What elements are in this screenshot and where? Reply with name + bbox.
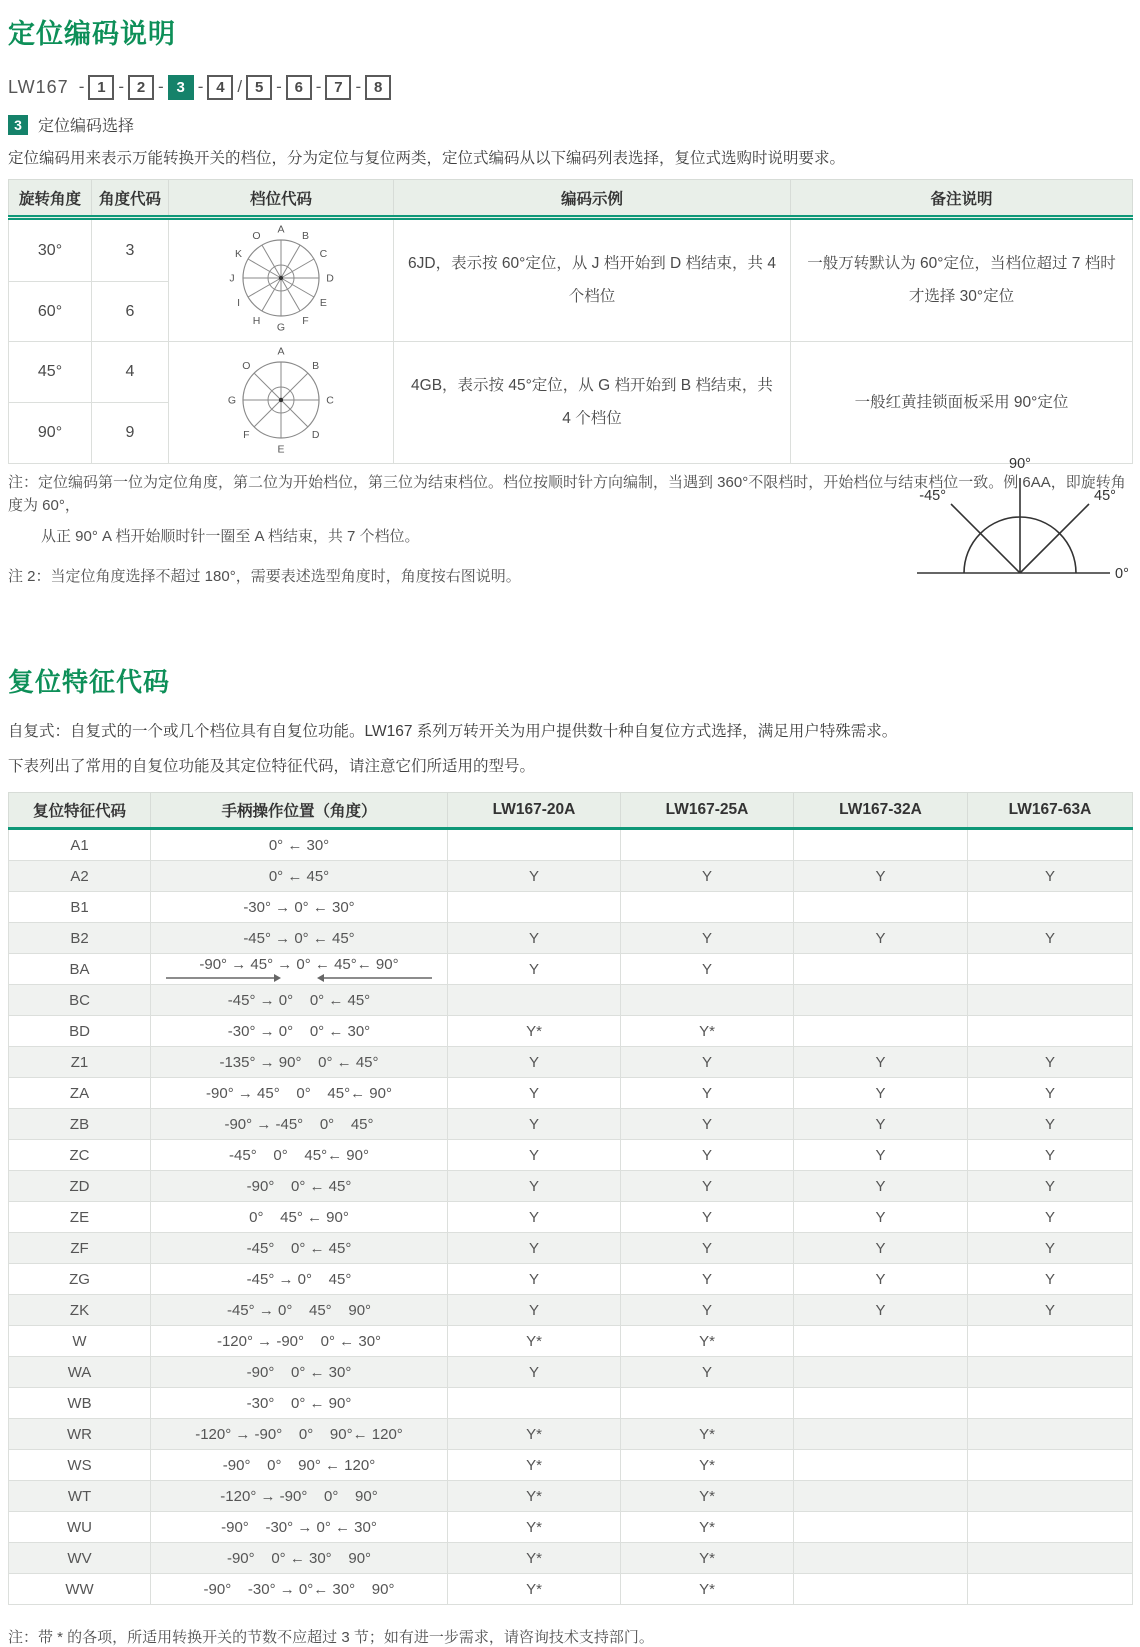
model-support-cell: Y <box>968 861 1133 892</box>
reset-code-cell: BC <box>9 985 151 1016</box>
model-code-boxes <box>75 75 391 100</box>
positioning-table-row <box>9 218 1133 281</box>
handle-position-text: -30° → 0° 0° ← 30° <box>227 1022 371 1040</box>
reset-table-row-ZD <box>9 1171 1133 1202</box>
svg-text:J: J <box>229 272 235 285</box>
reset-code-cell: A1 <box>9 829 151 861</box>
reset-table-row-B1 <box>9 892 1133 923</box>
reset-code-cell: BD <box>9 1016 151 1047</box>
handle-position-text: -45° → 0° 45° 90° <box>226 1301 372 1319</box>
reset-table-row-A2 <box>9 861 1133 892</box>
handle-position-cell <box>151 1295 448 1326</box>
model-support-cell: Y <box>968 1109 1133 1140</box>
model-code-prefix: LW167 <box>8 77 69 97</box>
model-support-cell <box>968 1574 1133 1605</box>
model-support-cell: Y* <box>448 1543 621 1574</box>
reset-code-cell: WT <box>9 1481 151 1512</box>
svg-text:K: K <box>235 248 243 261</box>
svg-text:E: E <box>277 443 285 456</box>
svg-text:O: O <box>252 230 261 243</box>
handle-position-cell <box>151 1202 448 1233</box>
reset-table-row-ZK <box>9 1295 1133 1326</box>
handle-position-text: -135° → 90° 0° ← 45° <box>219 1053 379 1071</box>
model-support-cell <box>968 1357 1133 1388</box>
reset-table-row-BD <box>9 1016 1133 1047</box>
model-support-cell: Y <box>968 1078 1133 1109</box>
model-support-cell <box>968 1481 1133 1512</box>
positioning-table-row <box>9 342 1133 403</box>
model-support-cell <box>794 1450 968 1481</box>
positioning-header-cell: 角度代码 <box>92 180 169 218</box>
handle-position-text: -90° -30° → 0°← 30° 90° <box>203 1580 395 1598</box>
model-support-cell: Y* <box>448 1016 621 1047</box>
model-support-cell: Y* <box>448 1481 621 1512</box>
reset-table-row-W <box>9 1326 1133 1357</box>
reset-code-cell: ZF <box>9 1233 151 1264</box>
model-support-cell: Y <box>968 1233 1133 1264</box>
reset-header-cell: LW167-32A <box>794 793 968 829</box>
handle-position-text: -90° 0° 90° ← 120° <box>222 1456 376 1474</box>
model-support-cell: Y <box>621 1078 794 1109</box>
remark-cell: 一般万转默认为 60°定位，当档位超过 7 档时才选择 30°定位 <box>791 218 1133 342</box>
reset-table-row-WT <box>9 1481 1133 1512</box>
handle-position-cell <box>151 1140 448 1171</box>
page-title: 定位编码说明 <box>8 19 176 49</box>
reset-table-row-BC <box>9 985 1133 1016</box>
svg-text:A: A <box>277 345 285 358</box>
reset-table-row-A1 <box>9 829 1133 861</box>
handle-position-cell <box>151 1450 448 1481</box>
model-support-cell <box>621 829 794 861</box>
reset-code-cell: W <box>9 1326 151 1357</box>
reset-code-cell: WR <box>9 1419 151 1450</box>
reset-header-cell: LW167-20A <box>448 793 621 829</box>
reset-code-cell: WU <box>9 1512 151 1543</box>
model-support-cell <box>968 829 1133 861</box>
handle-position-cell <box>151 1481 448 1512</box>
handle-position-text: -90° → -45° 0° 45° <box>224 1115 374 1133</box>
angle-code-cell: 3 <box>92 218 169 281</box>
reset-code-cell: WV <box>9 1543 151 1574</box>
model-support-cell: Y <box>621 1047 794 1078</box>
handle-position-text: -90° -30° → 0° ← 30° <box>221 1518 377 1536</box>
handle-position-cell <box>151 1388 448 1419</box>
reset-code-cell: B2 <box>9 923 151 954</box>
model-code-box-4: 4 <box>207 75 233 100</box>
angle-code-cell: 4 <box>92 342 169 403</box>
model-support-cell <box>968 954 1133 985</box>
reset-intro-1: 自复式：自复式的一个或几个档位具有自复位功能。LW167 系列万转开关为用户提供数十种自复位方式选择，满足用户特殊需求。 <box>8 723 898 741</box>
reset-code-cell: ZE <box>9 1202 151 1233</box>
model-support-cell: Y <box>968 923 1133 954</box>
reset-code-cell: WW <box>9 1574 151 1605</box>
svg-text:B: B <box>312 360 320 373</box>
model-support-cell: Y <box>621 1109 794 1140</box>
reset-table-row-WU <box>9 1512 1133 1543</box>
model-support-cell: Y <box>794 1171 968 1202</box>
handle-position-cell <box>151 1419 448 1450</box>
model-support-cell <box>621 892 794 923</box>
reset-table-row-WS <box>9 1450 1133 1481</box>
model-support-cell <box>794 1326 968 1357</box>
reset-table-row-B2 <box>9 923 1133 954</box>
model-support-cell <box>621 985 794 1016</box>
model-support-cell <box>448 985 621 1016</box>
note1-line2: 从正 90° A 档开始顺时针一圈至 A 档结束，共 7 个档位。 <box>41 528 420 546</box>
svg-text:G: G <box>276 321 286 334</box>
reset-table-row-WA <box>9 1357 1133 1388</box>
model-code-box-7: 7 <box>325 75 351 100</box>
reset-table-row-WB <box>9 1388 1133 1419</box>
reset-header-cell: LW167-63A <box>968 793 1133 829</box>
model-code-box-2: 2 <box>128 75 154 100</box>
reset-code-cell: A2 <box>9 861 151 892</box>
model-support-cell <box>621 1388 794 1419</box>
reset-intro-2: 下表列出了常用的自复位功能及其定位特征代码，请注意它们所适用的型号。 <box>8 758 536 776</box>
handle-position-cell <box>151 1574 448 1605</box>
handle-position-cell <box>151 1109 448 1140</box>
angle-code-cell: 9 <box>92 403 169 464</box>
model-support-cell: Y* <box>621 1419 794 1450</box>
reset-table-row-WR <box>9 1419 1133 1450</box>
svg-text:H: H <box>252 315 261 328</box>
model-support-cell: Y <box>968 1171 1133 1202</box>
model-support-cell: Y* <box>448 1574 621 1605</box>
note2: 注 2：当定位角度选择不超过 180°，需要表述选型角度时，角度按右图说明。 <box>8 567 521 585</box>
handle-position-cell <box>151 1016 448 1047</box>
model-support-cell: Y <box>968 1264 1133 1295</box>
model-support-cell: Y <box>968 1202 1133 1233</box>
handle-position-cell <box>151 861 448 892</box>
ba-right-arrow-icon <box>164 973 282 983</box>
footer-note: 注：带 * 的各项，所适用转换开关的节数不应超过 3 节；如有进一步需求，请咨询技术支持部门。 <box>8 1629 654 1647</box>
handle-position-text: 0° ← 45° <box>268 867 330 885</box>
model-code-box-6: 6 <box>286 75 312 100</box>
handle-position-cell <box>151 954 448 985</box>
model-code-separator: - <box>197 77 204 96</box>
handle-position-cell <box>151 1171 448 1202</box>
ba-left-arrow-icon <box>316 973 434 983</box>
model-support-cell <box>968 985 1133 1016</box>
reset-table-row-ZF <box>9 1233 1133 1264</box>
positioning-table-header-row <box>9 180 1133 218</box>
handle-position-cell <box>151 1264 448 1295</box>
model-support-cell: Y <box>794 861 968 892</box>
rotation-angle-cell: 90° <box>9 403 92 464</box>
model-support-cell <box>968 892 1133 923</box>
handle-position-cell <box>151 1543 448 1574</box>
model-support-cell: Y <box>448 1295 621 1326</box>
svg-text:C: C <box>319 248 328 261</box>
reset-table-row-ZB <box>9 1109 1133 1140</box>
code-example-cell: 6JD，表示按 60°定位，从 J 档开始到 D 档结束，共 4 个档位 <box>394 218 791 342</box>
model-support-cell <box>794 829 968 861</box>
model-code-separator: - <box>355 77 362 96</box>
model-support-cell: Y* <box>621 1326 794 1357</box>
model-support-cell: Y <box>621 1233 794 1264</box>
reset-table-row-ZE <box>9 1202 1133 1233</box>
model-support-cell <box>794 1016 968 1047</box>
model-support-cell <box>794 985 968 1016</box>
model-support-cell: Y <box>621 1140 794 1171</box>
positioning-header-cell: 备注说明 <box>791 180 1133 218</box>
model-support-cell: Y <box>794 1295 968 1326</box>
handle-position-cell <box>151 1078 448 1109</box>
gear-code-cell <box>169 218 394 342</box>
svg-text:0°: 0° <box>1115 566 1129 582</box>
model-support-cell: Y* <box>621 1543 794 1574</box>
handle-position-text: -45° 0° ← 45° <box>246 1239 352 1257</box>
handle-position-text: -90° 0° ← 30° 90° <box>226 1549 372 1567</box>
positioning-header-cell: 旋转角度 <box>9 180 92 218</box>
model-support-cell: Y* <box>448 1419 621 1450</box>
reset-table-row-ZA <box>9 1078 1133 1109</box>
model-support-cell: Y* <box>621 1512 794 1543</box>
model-support-cell: Y <box>448 1171 621 1202</box>
model-code-box-8: 8 <box>365 75 391 100</box>
model-support-cell <box>794 1512 968 1543</box>
reset-code-cell: WA <box>9 1357 151 1388</box>
handle-position-text: -120° → -90° 0° ← 30° <box>216 1332 382 1350</box>
handle-position-cell <box>151 923 448 954</box>
svg-text:A: A <box>277 223 285 236</box>
model-support-cell: Y* <box>448 1326 621 1357</box>
reset-table-header-row <box>9 793 1133 829</box>
model-support-cell <box>968 1450 1133 1481</box>
section-number-badge: 3 <box>8 115 28 135</box>
reset-code-cell: Z1 <box>9 1047 151 1078</box>
positioning-header-cell: 档位代码 <box>169 180 394 218</box>
model-support-cell <box>448 829 621 861</box>
model-code-line <box>8 75 1132 100</box>
model-support-cell <box>794 1419 968 1450</box>
handle-position-cell <box>151 1047 448 1078</box>
handle-position-cell <box>151 1233 448 1264</box>
svg-text:C: C <box>326 394 334 407</box>
reset-header-cell: 手柄操作位置（角度） <box>151 793 448 829</box>
svg-text:D: D <box>311 429 320 442</box>
model-support-cell: Y <box>621 954 794 985</box>
reset-table-row-Z1 <box>9 1047 1133 1078</box>
model-support-cell <box>794 1388 968 1419</box>
model-code-separator: - <box>276 77 282 96</box>
handle-position-cell <box>151 1357 448 1388</box>
model-support-cell: Y* <box>448 1450 621 1481</box>
angle-diagram-svg <box>905 440 1130 598</box>
model-support-cell: Y <box>448 1264 621 1295</box>
handle-position-text: -90° → 45° 0° 45°← 90° <box>206 1084 392 1102</box>
section-badge-row <box>8 113 1132 136</box>
model-support-cell <box>968 1512 1133 1543</box>
reset-section-title: 复位特征代码 <box>8 667 171 698</box>
model-support-cell <box>968 1388 1133 1419</box>
reset-code-cell: B1 <box>9 892 151 923</box>
reset-code-cell: BA <box>9 954 151 985</box>
model-support-cell: Y <box>621 1264 794 1295</box>
model-support-cell: Y <box>794 1233 968 1264</box>
reset-table-row-ZC <box>9 1140 1133 1171</box>
model-support-cell <box>794 1574 968 1605</box>
model-support-cell: Y <box>794 1109 968 1140</box>
reset-code-cell: ZG <box>9 1264 151 1295</box>
model-support-cell: Y <box>621 1357 794 1388</box>
model-support-cell <box>794 1543 968 1574</box>
model-support-cell: Y <box>621 1202 794 1233</box>
model-support-cell: Y <box>621 1295 794 1326</box>
model-code-separator: - <box>158 77 164 96</box>
model-support-cell: Y <box>448 923 621 954</box>
model-code-box-1: 1 <box>88 75 114 100</box>
handle-position-text: -90° → 45° → 0° ← 45°← 90° <box>199 955 399 973</box>
model-support-cell: Y <box>448 1357 621 1388</box>
handle-position-text: -90° 0° ← 30° <box>246 1363 352 1381</box>
angle-code-cell: 6 <box>92 281 169 342</box>
model-support-cell: Y <box>448 954 621 985</box>
reset-table-row-WV <box>9 1543 1133 1574</box>
section-badge-label: 定位编码选择 <box>38 118 135 135</box>
svg-text:-45°: -45° <box>919 488 946 504</box>
model-code-box-5: 5 <box>246 75 272 100</box>
svg-text:B: B <box>301 230 310 243</box>
handle-position-cell <box>151 829 448 861</box>
handle-position-text: 0° ← 30° <box>268 836 330 854</box>
handle-position-cell <box>151 1326 448 1357</box>
model-support-cell: Y <box>794 1078 968 1109</box>
handle-position-text: -45° 0° 45°← 90° <box>229 1146 369 1164</box>
handle-position-text: -30° → 0° ← 30° <box>243 898 355 916</box>
gear-code-cell <box>169 342 394 464</box>
model-code-separator: - <box>315 77 322 96</box>
model-support-cell <box>968 1543 1133 1574</box>
model-support-cell: Y* <box>621 1016 794 1047</box>
model-support-cell: Y* <box>621 1481 794 1512</box>
reset-code-cell: WS <box>9 1450 151 1481</box>
ba-arrows <box>152 973 446 983</box>
handle-position-text: -45° → 0° ← 45° <box>243 929 355 947</box>
model-code-separator: - <box>118 77 125 96</box>
angle-reference-diagram <box>905 440 1130 598</box>
rotation-angle-cell: 45° <box>9 342 92 403</box>
model-code-separator: / <box>237 77 243 96</box>
reset-code-cell: ZC <box>9 1140 151 1171</box>
model-support-cell: Y <box>448 1202 621 1233</box>
model-support-cell: Y <box>968 1140 1133 1171</box>
model-support-cell: Y <box>794 1140 968 1171</box>
rotation-angle-cell: 30° <box>9 218 92 281</box>
model-support-cell: Y <box>448 1109 621 1140</box>
handle-position-text: 0° 45° ← 90° <box>249 1208 349 1226</box>
handle-position-text: -45° → 0° 45° <box>246 1270 352 1288</box>
reset-code-cell: ZK <box>9 1295 151 1326</box>
reset-feature-table <box>8 792 1133 1605</box>
svg-text:45°: 45° <box>1094 488 1116 504</box>
svg-text:90°: 90° <box>1009 456 1031 472</box>
svg-text:F: F <box>302 315 309 328</box>
gear-position-wheel-icon <box>202 221 360 335</box>
reset-code-cell: WB <box>9 1388 151 1419</box>
model-support-cell: Y <box>448 1140 621 1171</box>
positioning-code-table <box>8 179 1133 464</box>
handle-position-text: -30° 0° ← 90° <box>246 1394 352 1412</box>
model-support-cell: Y <box>621 861 794 892</box>
model-support-cell <box>968 1016 1133 1047</box>
handle-position-cell <box>151 1512 448 1543</box>
model-support-cell: Y <box>794 1264 968 1295</box>
model-support-cell <box>794 1481 968 1512</box>
handle-position-text: -120° → -90° 0° 90°← 120° <box>195 1425 403 1443</box>
svg-text:F: F <box>243 429 250 442</box>
model-support-cell: Y* <box>448 1512 621 1543</box>
reset-code-cell: ZD <box>9 1171 151 1202</box>
svg-text:G: G <box>227 394 237 407</box>
model-code-separator: - <box>78 77 85 96</box>
model-support-cell: Y <box>621 923 794 954</box>
model-support-cell <box>794 1357 968 1388</box>
model-support-cell: Y <box>968 1295 1133 1326</box>
model-support-cell: Y <box>448 1078 621 1109</box>
model-support-cell: Y* <box>621 1450 794 1481</box>
model-support-cell <box>794 954 968 985</box>
positioning-header-cell: 编码示例 <box>394 180 791 218</box>
model-support-cell: Y <box>448 1047 621 1078</box>
note1-line1: 注：定位编码第一位为定位角度，第二位为开始档位，第三位为结束档位。档位按顺时针方向编制，当遇到 360°不限档时，开始档位与结束档位一致。例 6AA，即旋转角度为 60°， <box>8 474 1126 514</box>
svg-text:I: I <box>237 297 241 310</box>
model-support-cell <box>448 1388 621 1419</box>
model-support-cell: Y <box>968 1047 1133 1078</box>
reset-table-row-ZG <box>9 1264 1133 1295</box>
reset-code-cell: ZA <box>9 1078 151 1109</box>
remark-cell: 一般红黄挂锁面板采用 90°定位 <box>791 342 1133 464</box>
handle-position-text: -120° → -90° 0° 90° <box>220 1487 378 1505</box>
rotation-angle-cell: 60° <box>9 281 92 342</box>
model-support-cell: Y <box>794 923 968 954</box>
reset-table-row-BA <box>9 954 1133 985</box>
model-support-cell <box>968 1419 1133 1450</box>
model-support-cell <box>794 892 968 923</box>
handle-position-cell <box>151 892 448 923</box>
model-support-cell: Y <box>621 1171 794 1202</box>
model-support-cell <box>968 1326 1133 1357</box>
code-example-cell: 4GB，表示按 45°定位，从 G 档开始到 B 档结束，共 4 个档位 <box>394 342 791 464</box>
handle-position-text: -90° 0° ← 45° <box>246 1177 352 1195</box>
model-support-cell: Y <box>448 1233 621 1264</box>
model-support-cell <box>448 892 621 923</box>
svg-text:E: E <box>319 297 327 310</box>
handle-position-text: -45° → 0° 0° ← 45° <box>227 991 371 1009</box>
model-code-box-3: 3 <box>168 75 194 100</box>
handle-position-cell <box>151 985 448 1016</box>
model-support-cell: Y <box>794 1202 968 1233</box>
reset-table-row-WW <box>9 1574 1133 1605</box>
reset-code-cell: ZB <box>9 1109 151 1140</box>
svg-text:D: D <box>326 272 334 285</box>
model-support-cell: Y <box>794 1047 968 1078</box>
positioning-intro: 定位编码用来表示万能转换开关的档位，分为定位与复位两类，定位式编码从以下编码列表选择，复位式选购时说明要求。 <box>8 150 846 167</box>
model-support-cell: Y <box>448 861 621 892</box>
model-support-cell: Y* <box>621 1574 794 1605</box>
svg-text:O: O <box>242 360 251 373</box>
gear-position-wheel-icon <box>202 343 360 457</box>
reset-header-cell: 复位特征代码 <box>9 793 151 829</box>
reset-header-cell: LW167-25A <box>621 793 794 829</box>
